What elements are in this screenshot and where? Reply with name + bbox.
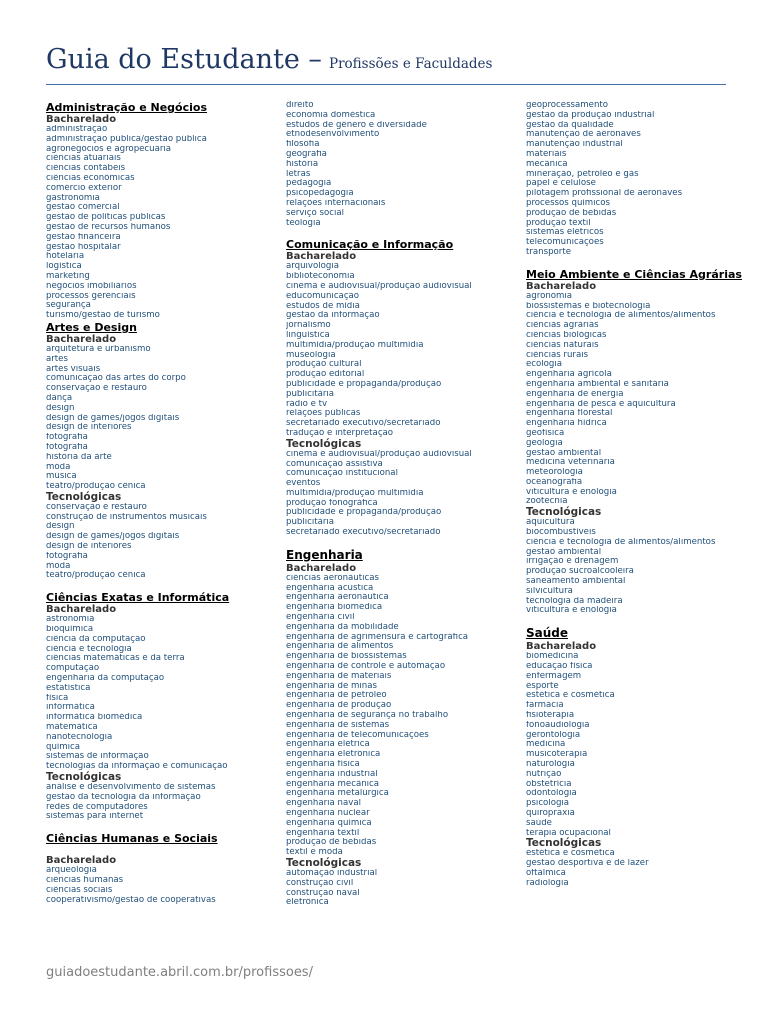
course-item: agronomia — [526, 291, 573, 301]
course-item: turismo/gestão de turismo — [46, 311, 160, 321]
course-item: arquivologia — [286, 262, 340, 272]
section-continued — [526, 101, 758, 258]
section-comunicacao-e-informacao — [286, 238, 518, 538]
course-item: engenharia de produção — [286, 701, 392, 711]
course-item: teologia — [286, 218, 321, 228]
course-item: psicopedagogia — [286, 189, 354, 199]
section-title: Comunicação e Informação — [286, 238, 454, 252]
course-item: gestão financeira — [46, 232, 121, 242]
course-item: tradução e interpretação — [286, 428, 394, 438]
course-item: arquitetura e urbanismo — [46, 344, 151, 354]
course-item: produção sucroalcooleira — [526, 567, 634, 577]
course-item: gestão comercial — [46, 203, 120, 213]
course-item: meteorologia — [526, 468, 583, 478]
course-item: história — [286, 159, 319, 169]
course-item: gestão de recursos humanos — [46, 222, 171, 232]
course-item: engenharia florestal — [526, 409, 613, 419]
course-item: comunicação das artes do corpo — [46, 374, 186, 384]
course-item: psicologia — [526, 799, 570, 809]
course-item: saneamento ambiental — [526, 577, 626, 587]
group-label-tecnologicas: Tecnológicas — [286, 856, 362, 869]
course-item: comunicação institucional — [286, 469, 398, 479]
course-item: linguística — [286, 330, 330, 340]
course-item: gestão ambiental — [526, 448, 602, 458]
course-item: publicitária — [286, 518, 335, 528]
course-item: dança — [46, 393, 73, 403]
course-item: engenharia de biossistemas — [286, 652, 407, 662]
course-item: nanotecnologia — [46, 732, 113, 742]
group-label-tecnologicas: Tecnológicas — [286, 437, 362, 450]
course-item: produção têxtil — [526, 218, 591, 228]
course-item: ciências atuariais — [46, 154, 121, 164]
course-item: ciência da computação — [46, 634, 146, 644]
course-item: musicoterapia — [526, 750, 588, 760]
course-item: teatro/produção cênica — [46, 571, 146, 581]
course-item: biossistemas e biotecnologia — [526, 301, 651, 311]
course-item: ciências contábeis — [46, 164, 126, 174]
course-item: ciências agrárias — [526, 321, 599, 331]
course-item: medicina veterinária — [526, 458, 615, 468]
course-item: esporte — [526, 681, 559, 691]
course-item: educomunicação — [286, 291, 360, 301]
course-item: gastronomia — [46, 193, 100, 203]
course-item: estética e cosmética — [526, 849, 615, 859]
course-item: artes visuais — [46, 364, 101, 374]
course-item: geografia — [286, 149, 327, 159]
course-item: cinema e audiovisual/produção audiovisual — [286, 449, 472, 459]
course-item: arqueologia — [46, 866, 97, 876]
course-item: hotelaria — [46, 252, 85, 262]
course-item: cinema e audiovisual/produção audiovisual — [286, 281, 472, 291]
course-item: história da arte — [46, 452, 112, 462]
course-item: letras — [286, 169, 311, 179]
course-item: moda — [46, 561, 71, 571]
course-item: moda — [46, 462, 71, 472]
course-item: design de interiores — [46, 542, 132, 552]
course-item: engenharia ambiental e sanitária — [526, 379, 669, 389]
group-label-bacharelado: Bacharelado — [46, 333, 117, 345]
section-title: Artes e Design — [46, 320, 137, 334]
course-item: viticultura e enologia — [526, 606, 617, 616]
group-label-tecnologicas: Tecnológicas — [526, 506, 602, 519]
course-item: ciências sociais — [46, 885, 113, 895]
section-title: Ciências Exatas e Informática — [46, 591, 230, 605]
course-item: biomedicina — [526, 652, 579, 662]
course-item: viticultura e enologia — [526, 487, 617, 497]
course-item: direito — [286, 101, 314, 110]
course-item: estudos de gênero e diversidade — [286, 120, 427, 130]
course-item: agronegócios e agropecuária — [46, 144, 172, 154]
course-item: engenharia de sistemas — [286, 720, 390, 730]
course-item: engenharia da mobilidade — [286, 622, 399, 632]
course-item: gestão desportiva e de lazer — [526, 859, 649, 869]
course-item: comunicação assistiva — [286, 459, 383, 469]
course-item: engenharia de alimentos — [286, 642, 394, 652]
course-item: têxtil e moda — [286, 848, 343, 858]
course-item: design de interiores — [46, 423, 132, 433]
course-item: produção editorial — [286, 370, 365, 380]
group-label-bacharelado: Bacharelado — [526, 280, 597, 292]
course-item: engenharia mecânica — [286, 779, 380, 789]
course-item: segurança — [46, 301, 91, 311]
course-item: ciências matemáticas e da terra — [46, 654, 185, 664]
course-item: aquicultura — [526, 518, 575, 528]
course-item: conservação e restauro — [46, 502, 147, 512]
course-item: radiologia — [526, 878, 569, 888]
section-title: Engenharia — [286, 547, 363, 562]
group-label-bacharelado: Bacharelado — [46, 855, 117, 867]
course-item: museologia — [286, 350, 336, 360]
course-item: engenharia eletrônica — [286, 750, 381, 760]
course-item: administração — [46, 125, 108, 134]
course-item: engenharia metalúrgica — [286, 789, 389, 799]
group-label-tecnologicas: Tecnológicas — [46, 490, 122, 503]
course-item: ecologia — [526, 360, 563, 370]
course-item: tecnologia da madeira — [526, 596, 623, 606]
column-2 — [286, 101, 518, 908]
course-item: ciência e tecnologia — [46, 644, 132, 654]
course-item: secretariado executivo/secretariado — [286, 528, 441, 538]
course-item: engenharia de petróleo — [286, 691, 387, 701]
course-item: engenharia de segurança no trabalho — [286, 711, 449, 721]
course-item: engenharia de agrimensura e cartográfica — [286, 632, 469, 642]
course-item: telecomunicações — [526, 238, 604, 248]
course-item: transporte — [526, 247, 571, 257]
course-item: gestão de políticas públicas — [46, 213, 166, 223]
course-item: engenharia acústica — [286, 583, 374, 593]
course-item: design de games/jogos digitais — [46, 532, 180, 542]
course-item: engenharia de minas — [286, 681, 377, 691]
course-item: matemática — [46, 723, 98, 733]
course-item: engenharia física — [286, 760, 360, 770]
page-title — [46, 44, 726, 85]
course-item: multimídia/produção multimídia — [286, 340, 424, 350]
course-item: estudos de mídia — [286, 301, 360, 311]
section-meio-ambiente-e-ciencias-agrarias — [526, 268, 758, 617]
course-item: tecnologias da informação e comunicação — [46, 762, 228, 772]
course-item: quiropraxia — [526, 809, 575, 818]
course-item: construção de instrumentos musicais — [46, 512, 207, 522]
course-item: sistemas de informação — [46, 752, 149, 762]
course-item: ciência e tecnologia de alimentos/alimentos — [526, 537, 716, 547]
section-artes-e-design — [46, 321, 278, 581]
course-item: engenharia nuclear — [286, 809, 370, 818]
course-item: materiais — [526, 149, 567, 159]
section-engenharia — [286, 548, 518, 908]
course-item: produção cultural — [286, 360, 362, 370]
course-item: manutenção de aeronaves — [526, 130, 641, 140]
course-item: cooperativismo/gestão de cooperativas — [46, 895, 216, 905]
course-item: negócios imobiliários — [46, 281, 137, 291]
course-item: gestão da qualidade — [526, 120, 614, 130]
course-item: ciências econômicas — [46, 173, 135, 183]
course-item: engenharia civil — [286, 613, 355, 623]
course-item: logística — [46, 262, 82, 272]
course-item: engenharia agrícola — [526, 370, 612, 380]
course-item: farmácia — [526, 701, 564, 711]
course-item: fotografia — [46, 433, 88, 443]
title-main: Guia do Estudante – — [46, 44, 322, 75]
course-item: naturologia — [526, 760, 575, 770]
section-title: Ciências Humanas e Sociais — [46, 832, 218, 846]
section-title: Meio Ambiente e Ciências Agrárias — [526, 267, 742, 281]
group-label-bacharelado: Bacharelado — [526, 641, 597, 653]
course-item: design — [46, 522, 75, 532]
course-item: saúde — [526, 818, 552, 828]
course-item: fisioterapia — [526, 711, 575, 721]
course-item: informática biomédica — [46, 713, 143, 723]
course-item: biblioteconomia — [286, 272, 355, 282]
group-label-bacharelado: Bacharelado — [46, 114, 117, 125]
course-item: processos químicos — [526, 198, 610, 208]
course-item: mecânica — [526, 159, 568, 169]
course-item: sistemas elétricos — [526, 228, 604, 238]
section-ciencias-exatas-e-informatica — [46, 591, 278, 822]
course-item: oceanografia — [526, 477, 583, 487]
section-administracao-e-negocios — [46, 101, 278, 321]
course-item: fonoaudiologia — [526, 720, 590, 730]
group-label-tecnologicas: Tecnológicas — [46, 771, 122, 784]
course-item: educação física — [526, 662, 593, 672]
course-item: terapia ocupacional — [526, 828, 611, 838]
course-item: comércio exterior — [46, 183, 122, 193]
course-item: engenharia química — [286, 818, 372, 828]
course-item: engenharia aeronáutica — [286, 593, 389, 603]
course-item: engenharia da computação — [46, 674, 165, 684]
course-item: geofísica — [526, 428, 565, 438]
footer-url: guiadoestudante.abril.com.br/profissoes/ — [46, 965, 313, 980]
course-item: obstetrícia — [526, 779, 572, 789]
course-item: estética e cosmética — [526, 691, 615, 701]
course-item: redes de computadores — [46, 802, 148, 812]
course-item: publicidade e propaganda/produção — [286, 379, 442, 389]
course-item: multimídia/produção multimídia — [286, 488, 424, 498]
course-item: serviço social — [286, 208, 344, 218]
title-subtitle: Profissões e Faculdades — [328, 56, 493, 72]
course-item: marketing — [46, 271, 90, 281]
section-title: Administração e Negócios — [46, 101, 207, 114]
course-item: música — [46, 472, 77, 482]
course-item: manutenção industrial — [526, 140, 623, 150]
course-item: gestão da tecnologia da informação — [46, 792, 201, 802]
course-item: secretariado executivo/secretariado — [286, 419, 441, 429]
course-item: silvicultura — [526, 586, 573, 596]
course-item: geologia — [526, 438, 563, 448]
course-item: informática — [46, 703, 95, 713]
course-item: papel e celulose — [526, 179, 596, 189]
course-item: ciências naturais — [526, 340, 599, 350]
group-label-tecnologicas: Tecnológicas — [526, 837, 602, 850]
course-item: gestão da informação — [286, 311, 380, 321]
course-item: física — [46, 693, 69, 703]
course-item: engenharia de energia — [526, 389, 624, 399]
course-item: zootecnia — [526, 497, 568, 507]
course-item: engenharia de materiais — [286, 671, 392, 681]
section-saude — [526, 626, 758, 888]
course-item: gestão hospitalar — [46, 242, 121, 252]
course-item: pedagogia — [286, 179, 332, 189]
course-item: odontologia — [526, 789, 577, 799]
course-item: engenharia de controle e automação — [286, 662, 446, 672]
course-item: eventos — [286, 479, 321, 489]
group-label-bacharelado: Bacharelado — [46, 604, 117, 616]
course-item: relações internacionais — [286, 198, 386, 208]
course-item: eletrônica — [286, 898, 329, 908]
course-item: química — [46, 742, 81, 752]
course-item: engenharia têxtil — [286, 828, 360, 838]
course-item: engenharia industrial — [286, 769, 378, 779]
course-item: oftálmica — [526, 868, 566, 878]
course-item: computação — [46, 664, 100, 674]
course-item: processos gerenciais — [46, 291, 136, 301]
course-item: rádio e tv — [286, 399, 328, 409]
course-item: enfermagem — [526, 671, 582, 681]
course-item: pilotagem profissional de aeronaves — [526, 189, 683, 199]
course-item: ciência e tecnologia de alimentos/alimentos — [526, 311, 716, 321]
course-item: biocombustíveis — [526, 528, 596, 538]
course-item: publicidade e propaganda/produção — [286, 508, 442, 518]
course-item: irrigação e drenagem — [526, 557, 619, 567]
course-item: automação industrial — [286, 868, 378, 878]
course-item: ciências rurais — [526, 350, 589, 360]
course-item: nutrição — [526, 769, 562, 779]
column-3 — [526, 101, 758, 889]
section-ciencias-humanas-e-sociais — [46, 832, 278, 905]
course-item: economia doméstica — [286, 110, 376, 120]
course-item: bioquímica — [46, 625, 94, 635]
course-item: ciências humanas — [46, 876, 124, 885]
section-continued — [286, 101, 518, 228]
course-item: artes — [46, 354, 68, 364]
course-item: filosofia — [286, 140, 320, 150]
course-item: fotografia — [46, 551, 88, 561]
course-item: estatística — [46, 683, 91, 693]
course-item: teatro/produção cênica — [46, 482, 146, 492]
course-item: etnodesenvolvimento — [286, 130, 380, 140]
course-item: administração pública/gestão pública — [46, 134, 207, 144]
course-item: análise e desenvolvimento de sistemas — [46, 783, 216, 793]
course-item: conservação e restauro — [46, 384, 147, 394]
course-item: publicitária — [286, 389, 335, 399]
course-item: engenharia de telecomunicações — [286, 730, 429, 740]
course-item: geoprocessamento — [526, 101, 609, 110]
course-item: sistemas para internet — [46, 812, 144, 822]
course-item: produção de bebidas — [526, 208, 617, 218]
course-item: engenharia naval — [286, 799, 362, 809]
course-item: ciências biológicas — [526, 330, 607, 340]
course-item: engenharia biomédica — [286, 603, 383, 613]
group-label-bacharelado: Bacharelado — [286, 562, 357, 574]
course-item: engenharia de pesca e aquicultura — [526, 399, 676, 409]
course-item: jornalismo — [286, 321, 331, 331]
group-label-bacharelado: Bacharelado — [286, 251, 357, 263]
course-item: design de games/jogos digitais — [46, 413, 180, 423]
course-item: engenharia hídrica — [526, 419, 607, 429]
course-item: astronomia — [46, 615, 95, 625]
course-item: gestão ambiental — [526, 547, 602, 557]
course-item: ciências aeronáuticas — [286, 573, 379, 583]
course-item: relações públicas — [286, 409, 361, 419]
course-item: mineração, petróleo e gás — [526, 169, 639, 179]
course-item: construção naval — [286, 888, 360, 898]
course-item: produção fonográfica — [286, 498, 378, 508]
course-item: construção civil — [286, 878, 354, 888]
course-item: engenharia elétrica — [286, 740, 370, 750]
course-item: produção de bebidas — [286, 838, 377, 848]
course-item: gestão da produção industrial — [526, 110, 655, 120]
course-item: design — [46, 403, 75, 413]
course-item: fotografia — [46, 442, 88, 452]
column-1 — [46, 101, 278, 905]
section-title: Saúde — [526, 626, 569, 641]
course-item: medicina — [526, 740, 566, 750]
course-item: gerontologia — [526, 730, 581, 740]
